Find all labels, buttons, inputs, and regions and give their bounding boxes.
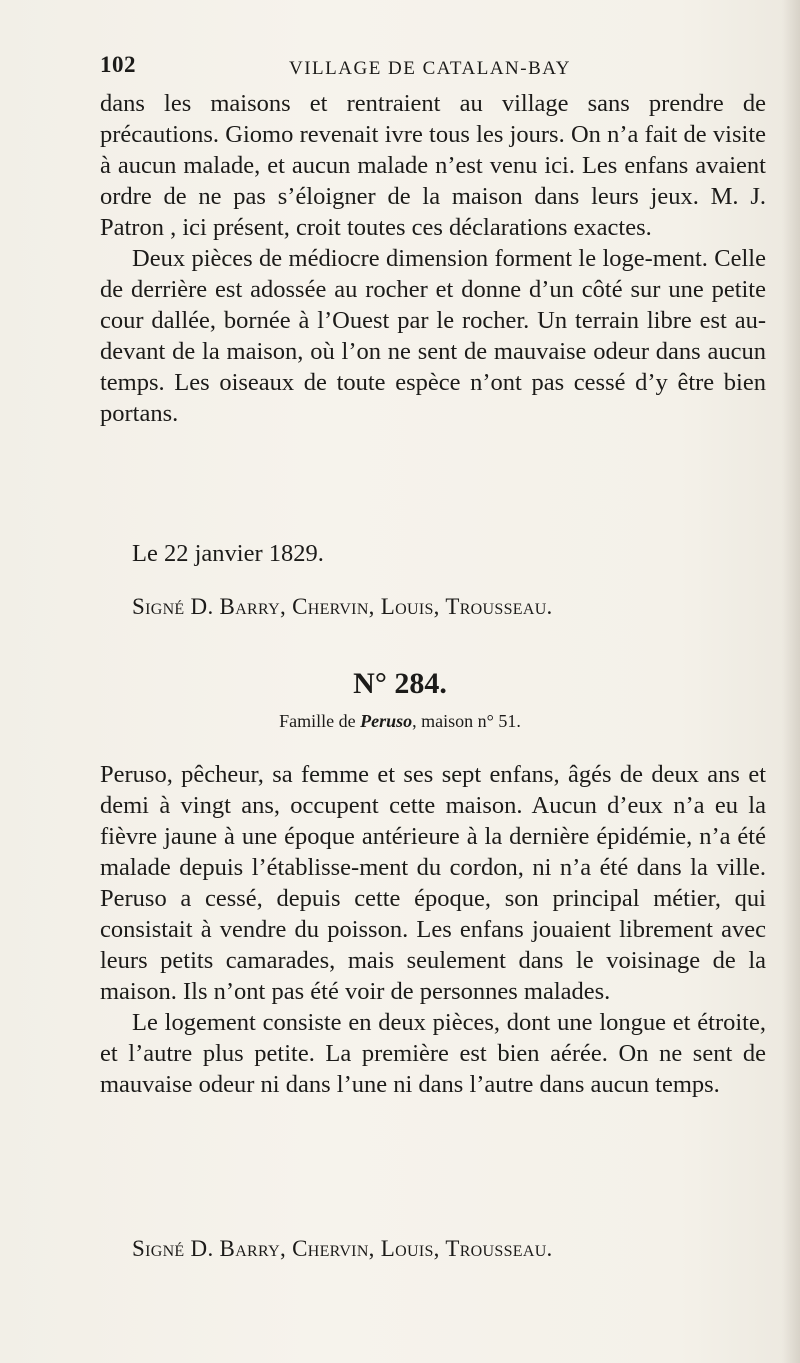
paragraph-peruso-lodging: Le logement consiste en deux pièces, dont une longue et étroite, et l’autre plus petite. La première est bien aérée. On ne sent de mauvaise odeur ni dans l’une ni dans l’autre dans aucun temps.: [100, 1009, 766, 1098]
family-prefix: Famille de: [279, 711, 361, 731]
signature-line-2: Signé D. Barry, Chervin, Louis, Trousseau.: [132, 1236, 553, 1261]
family-name: Peruso: [360, 711, 413, 731]
family-heading: [0, 711, 800, 732]
paragraph-peruso-family: Peruso, pêcheur, sa femme et ses sept enfans, âgés de deux ans et demi à vingt ans, occupent cette maison. Aucun d’eux n’a eu la fièvre jaune à une époque antérieure à la dernière épidémie, n’a été malade depuis l’établisse-ment du cordon, ni n’a été dans la ville. Peruso a cessé, depuis cette époque, son principal métier, qui consistait à vendre du poisson. Les enfans jouaient librement avec leurs petits camarades, mais seulement dans le voisinage de la maison. Ils n’ont pas été voir de personnes malades.: [100, 761, 766, 1005]
signature-line-1: Signé D. Barry, Chervin, Louis, Trousseau.: [132, 594, 553, 619]
page-number: 102: [100, 52, 136, 77]
page-header: [100, 52, 760, 92]
date-line: Le 22 janvier 1829.: [132, 540, 324, 567]
first-text-block: [100, 88, 766, 429]
family-suffix: , maison n° 51.: [412, 711, 521, 731]
paragraph-continued: dans les maisons et rentraient au village sans prendre de précautions. Giomo revenait ivre tous les jours. On n’a fait de visite à aucun malade, et aucun malade n’est venu ici. Les enfans avaient ordre de ne pas s’éloigner de la maison dans leurs jeux. M. J. Patron , ici présent, croit toutes ces déclarations exactes.: [100, 90, 766, 241]
running-title: VILLAGE DE CATALAN-BAY: [289, 58, 571, 79]
document-number: N° 284.: [353, 667, 447, 700]
second-text-block: [100, 759, 766, 1100]
paragraph-lodging-description: Deux pièces de médiocre dimension forment le loge-ment. Celle de derrière est adossée au rocher et donne d’un côté sur une petite cour dallée, bornée à l’Ouest par le rocher. Un terrain libre est au-devant de la maison, où l’on ne sent de mauvaise odeur dans aucun temps. Les oiseaux de toute espèce n’ont pas cessé d’y être bien portans.: [100, 245, 766, 427]
